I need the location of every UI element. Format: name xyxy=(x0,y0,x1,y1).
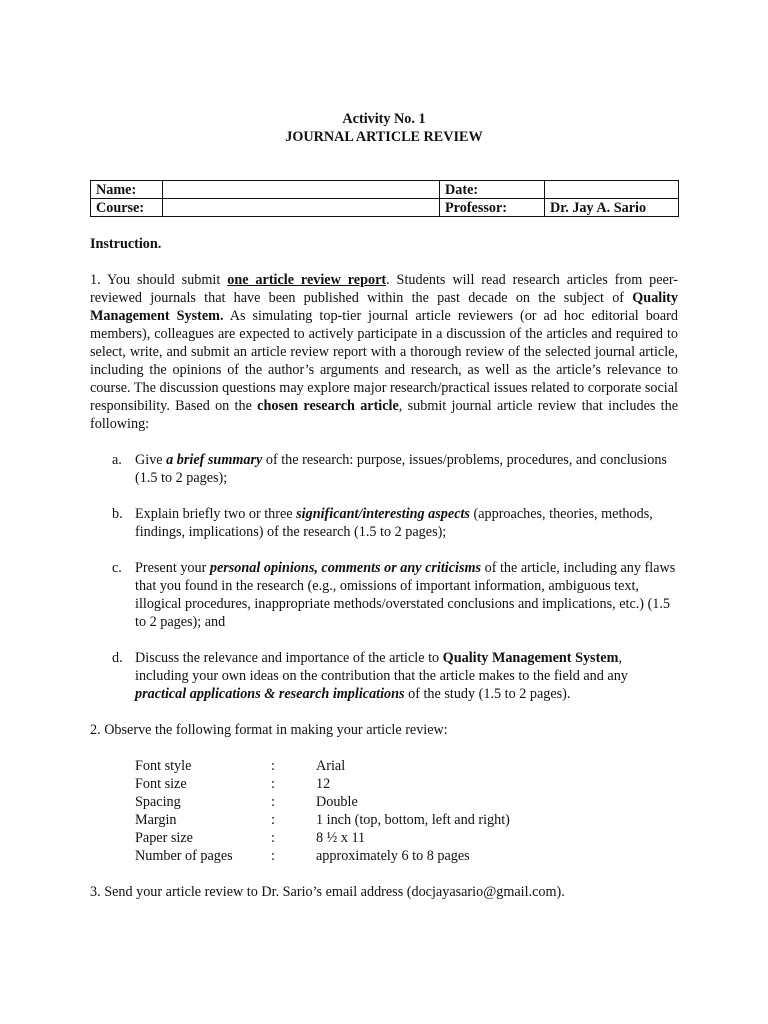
list-item-a xyxy=(90,451,678,487)
format-row xyxy=(135,775,510,793)
format-key: Font size xyxy=(135,776,187,792)
section-1-text-2: . Students will read research articles from peer-reviewed journals that have been published within the past decade on the subject of xyxy=(90,272,678,306)
item-b-text-2: (approaches, theories, methods, findings, implications) of the research (1.5 to 2 pages); xyxy=(135,506,653,540)
format-row xyxy=(135,847,510,865)
section-2-paragraph: 2. Observe the following format in making your article review: xyxy=(90,722,448,738)
section-1-emphasis-article: chosen research article xyxy=(257,398,399,414)
activity-heading: JOURNAL ARTICLE REVIEW xyxy=(285,129,483,145)
item-b-emphasis: significant/interesting aspects xyxy=(296,506,470,522)
item-d-text-2: , including your own ideas on the contribution that the article makes to the field and any xyxy=(135,650,628,684)
item-d-text-1: Discuss the relevance and importance of the article to xyxy=(135,650,443,666)
course-value xyxy=(163,199,440,217)
format-key: Margin xyxy=(135,812,177,828)
item-d-emphasis-subject: Quality Management System xyxy=(442,650,619,666)
format-separator: : xyxy=(271,794,275,810)
section-1-emphasis-report: one article review report xyxy=(227,272,387,288)
name-value xyxy=(163,181,440,199)
item-a-emphasis: a brief summary xyxy=(166,452,263,468)
format-value: 1 inch (top, bottom, left and right) xyxy=(316,812,510,828)
section-1-paragraph xyxy=(90,271,678,433)
section-3-paragraph: 3. Send your article review to Dr. Sario’s email address (docjayasario@gmail.com). xyxy=(90,884,565,900)
date-value xyxy=(545,181,679,199)
list-marker-c: c. xyxy=(112,560,122,576)
format-value: Arial xyxy=(316,758,346,774)
format-separator: : xyxy=(271,812,275,828)
name-label: Name: xyxy=(91,181,163,199)
format-separator: : xyxy=(271,776,275,792)
item-c-emphasis: personal opinions, comments or any criticisms xyxy=(209,560,482,576)
date-label: Date: xyxy=(440,181,545,199)
format-row xyxy=(135,811,510,829)
section-1-emphasis-subject: Quality Management System. xyxy=(90,290,678,324)
section-1-text-3: As simulating top-tier journal article reviewers (or ad hoc editorial board members), colleagues are expected to actively participate in a discussion of the articles and required to select, write, and submit an article review report with a thorough review of the selected journal article, including the opinions of the author’s arguments and research, as well as the article’s relevance to course. The discussion questions may explore major research/practical issues related to corporate social responsibility. Based on the xyxy=(90,308,678,414)
format-value: 12 xyxy=(316,776,331,792)
format-value: Double xyxy=(316,794,358,810)
format-row xyxy=(135,793,510,811)
document-title xyxy=(90,110,678,146)
list-marker-a: a. xyxy=(112,452,122,468)
review-requirements-list xyxy=(90,451,678,703)
format-separator: : xyxy=(271,830,275,846)
professor-value: Dr. Jay A. Sario xyxy=(545,199,679,217)
list-marker-b: b. xyxy=(112,506,123,522)
item-d-emphasis-applications: practical applications & research implications xyxy=(135,686,405,702)
document-page xyxy=(90,110,678,901)
format-separator: : xyxy=(271,848,275,864)
format-table xyxy=(135,757,510,865)
format-value: 8 ½ x 11 xyxy=(316,830,366,846)
list-item-b xyxy=(90,505,678,541)
item-b-text-1: Explain briefly two or three xyxy=(135,506,297,522)
format-row xyxy=(135,829,510,847)
list-item-d xyxy=(90,649,678,703)
course-label: Course: xyxy=(91,199,163,217)
info-row-name xyxy=(91,181,679,199)
section-1-text-4: , submit journal article review that includes the following: xyxy=(90,398,679,432)
list-marker-d: d. xyxy=(112,650,123,666)
format-row xyxy=(135,757,510,775)
format-separator: : xyxy=(271,758,275,774)
professor-label: Professor: xyxy=(440,199,545,217)
format-value: approximately 6 to 8 pages xyxy=(316,848,470,864)
instruction-heading: Instruction. xyxy=(90,236,162,252)
format-key: Font style xyxy=(135,758,192,774)
format-key: Spacing xyxy=(135,794,181,810)
info-row-course xyxy=(91,199,679,217)
section-1-text-1: 1. You should submit xyxy=(90,272,228,288)
item-a-text-2: of the research: purpose, issues/problems, procedures, and conclusions (1.5 to 2 pages); xyxy=(135,452,667,486)
item-d-text-3: of the study (1.5 to 2 pages). xyxy=(404,686,571,702)
format-key: Paper size xyxy=(135,830,193,846)
item-a-text-1: Give xyxy=(135,452,167,468)
format-key: Number of pages xyxy=(135,848,233,864)
activity-number: Activity No. 1 xyxy=(342,111,426,127)
item-c-text-1: Present your xyxy=(135,560,210,576)
list-item-c xyxy=(90,559,678,631)
student-info-table xyxy=(90,180,679,217)
item-c-text-2: of the article, including any flaws that you found in the research (e.g., omissions of important information, ambiguous text, illogical procedures, inappropriate methods/overstated conclusions and implications, etc.) (1.5 to 2 pages); and xyxy=(135,560,676,630)
